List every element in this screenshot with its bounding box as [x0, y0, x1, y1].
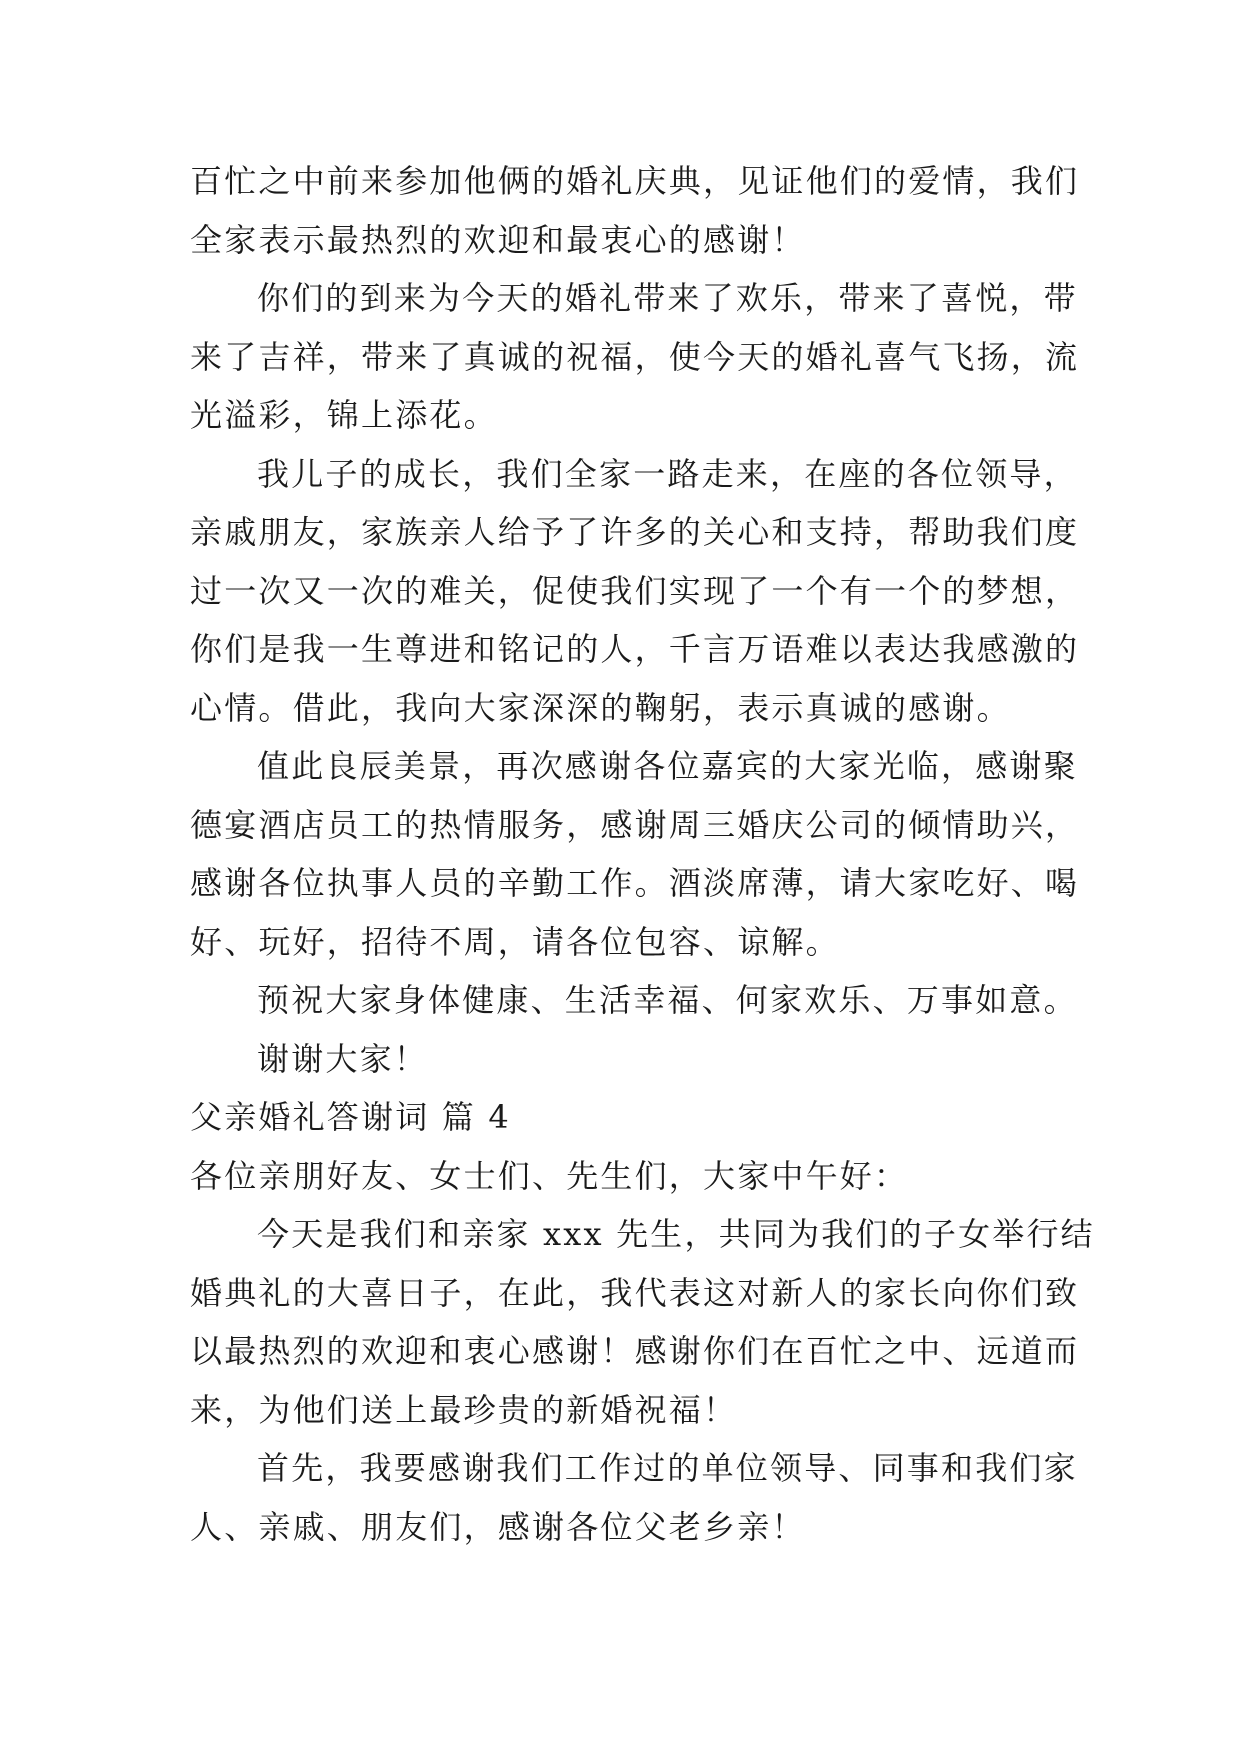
text-line: 心情。借此，我向大家深深的鞠躬，表示真诚的感谢。: [190, 688, 1011, 727]
text-line: 好、玩好，招待不周，请各位包容、谅解。: [190, 922, 840, 961]
text-line: 百忙之中前来参加他俩的婚礼庆典，见证他们的爱情，我们: [190, 162, 1080, 200]
paragraph-start-line: 你们的到来为今天的婚礼带来了欢乐，带来了喜悦，带: [257, 279, 1078, 317]
text-line: 光溢彩，锦上添花。: [190, 396, 498, 434]
text-line: 德宴酒店员工的热情服务，感谢周三婚庆公司的倾情助兴，: [190, 805, 1080, 844]
text-line: 过一次又一次的难关，促使我们实现了一个有一个的梦想，: [190, 571, 1080, 610]
text-line: 全家表示最热烈的欢迎和最衷心的感谢！: [190, 220, 806, 259]
text-line: 人、亲戚、朋友们，感谢各位父老乡亲！: [190, 1507, 806, 1546]
paragraph-start-line: 首先，我要感谢我们工作过的单位领导、同事和我们家: [257, 1449, 1078, 1487]
text-line: 来，为他们送上最珍贵的新婚祝福！: [190, 1390, 738, 1429]
text-line: 婚典礼的大喜日子，在此，我代表这对新人的家长向你们致: [190, 1273, 1080, 1312]
paragraph-start-line: 谢谢大家！: [257, 1039, 429, 1078]
text-line: 你们是我一生尊进和铭记的人，千言万语难以表达我感激的: [190, 630, 1080, 668]
text-line: 以最热烈的欢迎和衷心感谢！感谢你们在百忙之中、远道而: [190, 1332, 1080, 1370]
text-line: 亲戚朋友，家族亲人给予了许多的关心和支持，帮助我们度: [190, 513, 1080, 551]
paragraph-start-line: 预祝大家身体健康、生活幸福、何家欢乐、万事如意。: [257, 981, 1078, 1019]
text-line: 感谢各位执事人员的辛勤工作。酒淡席薄，请大家吃好、喝: [190, 864, 1080, 902]
paragraph-start-line: 值此良辰美景，再次感谢各位嘉宾的大家光临，感谢聚: [257, 747, 1078, 785]
text-line: 来了吉祥，带来了真诚的祝福，使今天的婚礼喜气飞扬，流: [190, 337, 1080, 376]
salutation-line: 各位亲朋好友、女士们、先生们，大家中午好：: [190, 1156, 909, 1195]
paragraph-start-line: 今天是我们和亲家 xxx 先生，共同为我们的子女举行结: [257, 1215, 1095, 1253]
paragraph-start-line: 我儿子的成长，我们全家一路走来，在座的各位领导，: [257, 454, 1078, 493]
document-page: [190, 152, 1095, 1556]
section-heading: 父亲婚礼答谢词 篇 4: [190, 1098, 511, 1136]
